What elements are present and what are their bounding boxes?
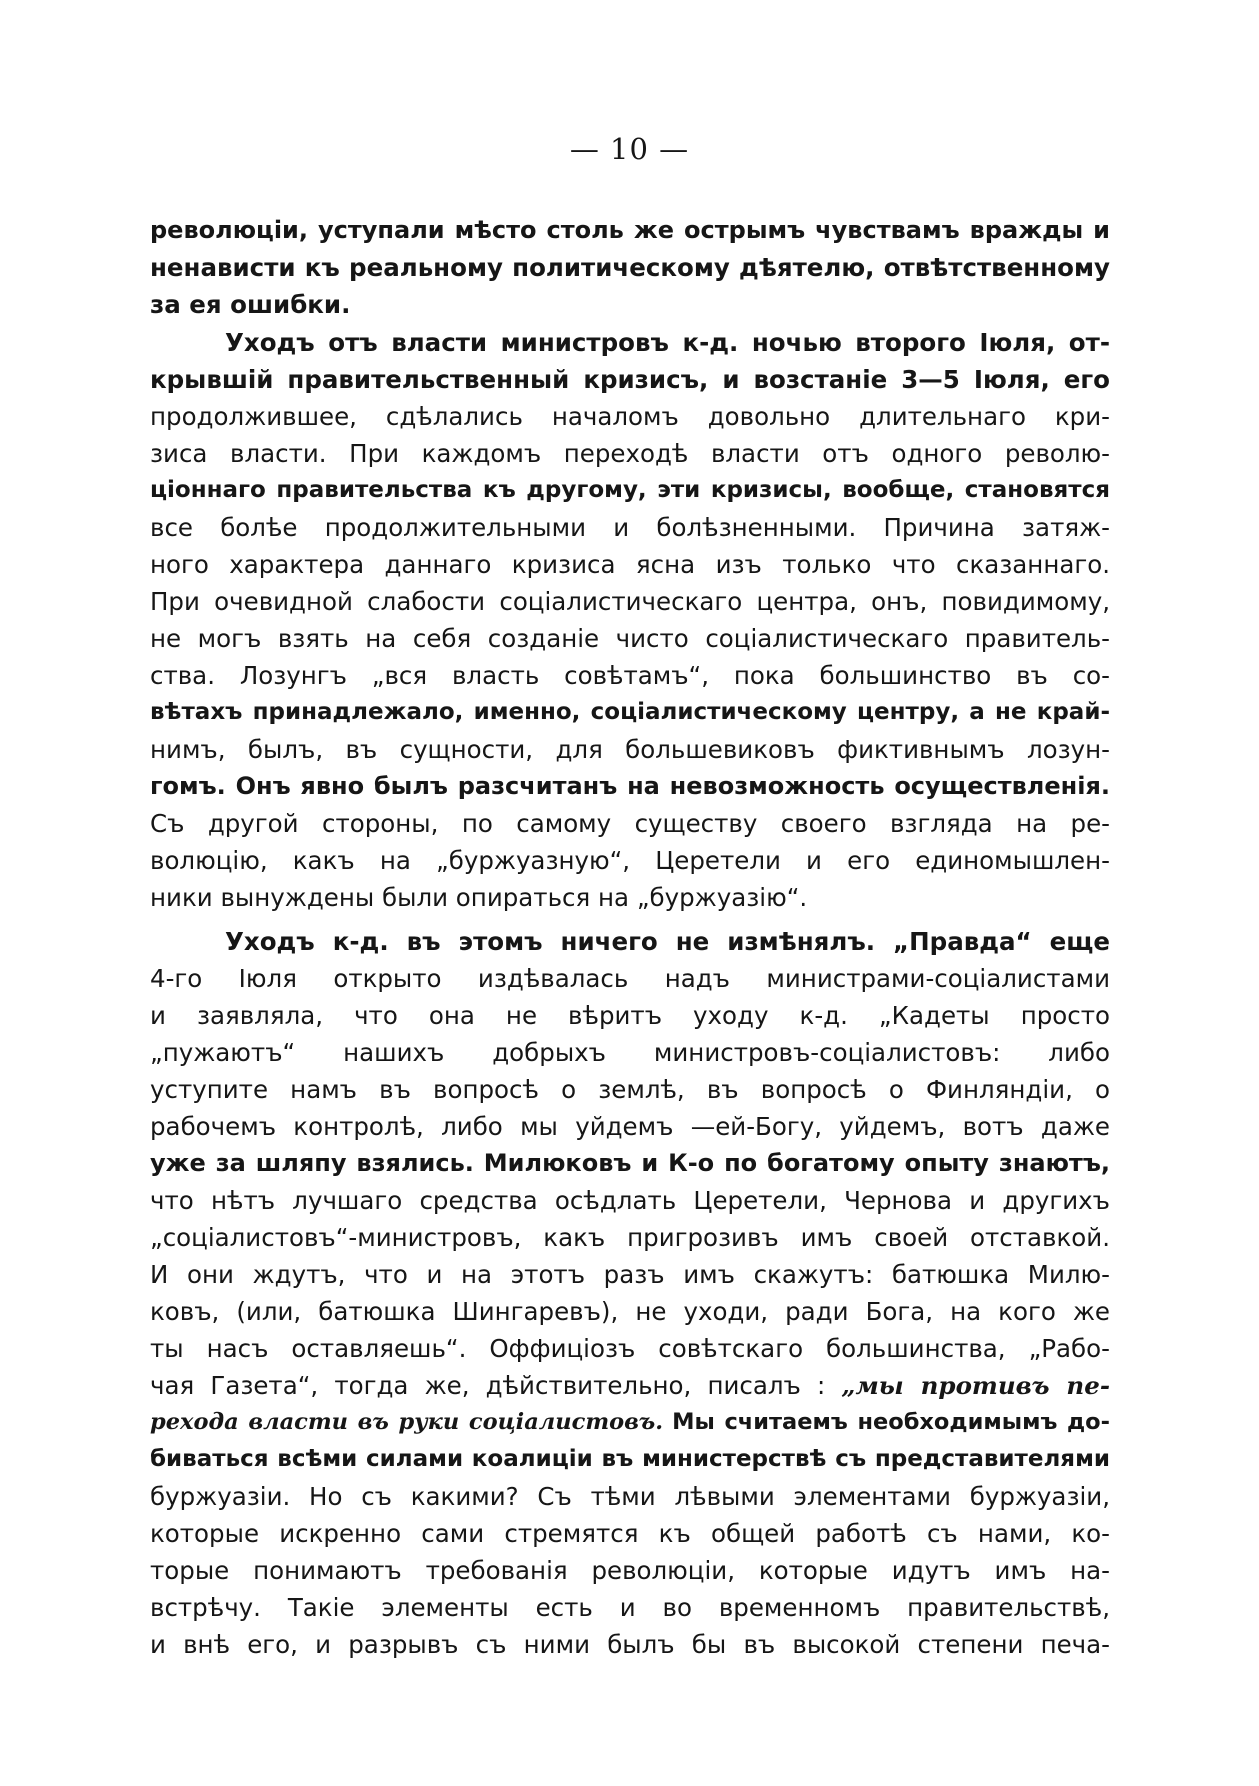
text-line: уступите намъ въ вопросѣ о землѣ, въ вопросѣ о Финляндіи, о xyxy=(150,1075,1110,1104)
text-line: ники вынуждены были опираться на „буржуазію“. xyxy=(150,883,808,912)
text-line: встрѣчу. Такіе элементы есть и во временномъ правительствѣ, xyxy=(150,1593,1110,1622)
text-line: При очевидной слабости соціалистическаго центра, онъ, повидимому, xyxy=(150,587,1110,616)
paragraph-pravda-quote xyxy=(150,923,1110,1663)
text-line: зиса власти. При каждомъ переходѣ власти отъ одного револю- xyxy=(150,439,1110,468)
text-line: Уходъ отъ власти министровъ к-д. ночью второго Іюля, от- xyxy=(225,328,1110,357)
text-line: гомъ. Онъ явно былъ разсчитанъ на невозможность осуществленія. xyxy=(150,772,1110,800)
text-line: уже за шляпу взялись. Милюковъ и К-о по богатому опыту знаютъ, xyxy=(150,1149,1110,1177)
text-line: и внѣ его, и разрывъ съ ними былъ бы въ высокой степени печа- xyxy=(150,1630,1110,1659)
text-line: и заявляла, что она не вѣритъ уходу к-д. „Кадеты просто xyxy=(150,1001,1110,1030)
text-line: Съ другой стороны, по самому существу своего взгляда на ре- xyxy=(150,809,1110,838)
text-line: вѣтахъ принадлежало, именно, соціалистическому центру, а не край- xyxy=(150,699,1110,725)
text-line: Уходъ к-д. въ этомъ ничего не измѣнялъ. „Правда“ еще xyxy=(225,927,1110,956)
text-line-mixed xyxy=(150,1404,1110,1441)
text-line: ковъ, (или, батюшка Шингаревъ), не уходи, ради Бога, на кого же xyxy=(150,1297,1110,1326)
text-line: 4-го Іюля открыто издѣвалась надъ министрами-соціалистами xyxy=(150,964,1110,993)
text-line: торые понимаютъ требованія революціи, которые идутъ имъ на- xyxy=(150,1556,1110,1585)
text-line: которые искренно сами стремятся къ общей работѣ съ нами, ко- xyxy=(150,1519,1110,1548)
text-line: „соціалистовъ“-министровъ, какъ пригрозивъ имъ своей отставкой. xyxy=(150,1223,1110,1252)
text-line: И они ждутъ, что и на этотъ разъ имъ скажутъ: батюшка Милю- xyxy=(150,1260,1110,1289)
text-line-mixed xyxy=(150,1367,1110,1404)
text-line: рабочемъ контролѣ, либо мы уйдемъ —ей-Богу, уйдемъ, вотъ даже xyxy=(150,1112,1110,1141)
paragraph-government-crisis xyxy=(150,324,1110,916)
text-line: ты насъ оставляешь“. Оффиціозъ совѣтскаго большинства, „Рабо- xyxy=(150,1334,1110,1363)
text-line: нимъ, былъ, въ сущности, для большевиковъ фиктивнымъ лозун- xyxy=(150,735,1110,764)
text-line: крывшій правительственный кризисъ, и возстаніе 3—5 Іюля, его xyxy=(150,365,1110,394)
text-line: волюцію, какъ на „буржуазную“, Церетели и его единомышлен- xyxy=(150,846,1110,875)
text-run: чая Газета“, тогда же, дѣйствительно, писалъ : xyxy=(150,1371,826,1400)
text-line: все болѣе продолжительными и болѣзненными. Причина затяж- xyxy=(150,513,1110,542)
text-line: революціи, уступали мѣсто столь же острымъ чувствамъ вражды и xyxy=(150,216,1110,244)
text-line: „пужаютъ“ нашихъ добрыхъ министровъ-соціалистовъ: либо xyxy=(150,1038,1110,1067)
text-line: ства. Лозунгъ „вся власть совѣтамъ“, пока большинство въ со- xyxy=(150,661,1110,690)
text-line: буржуазіи. Но съ какими? Съ тѣми лѣвыми элементами буржуазіи, xyxy=(150,1482,1110,1511)
text-run: Мы считаемъ необходимымъ до- xyxy=(672,1409,1110,1435)
text-line: ненависти къ реальному политическому дѣятелю, отвѣтственному xyxy=(150,253,1110,282)
text-line: за ея ошибки. xyxy=(150,290,351,319)
text-line: ціоннаго правительства къ другому, эти кризисы, вообще, становятся xyxy=(150,477,1110,503)
text-line: не могъ взять на себя созданіе чисто соціалистическаго правитель- xyxy=(150,624,1110,653)
text-line: биваться всѣми силами коалиціи въ министерствѣ съ представителями xyxy=(150,1446,1110,1472)
italic-quote: рехода власти въ руки соціалистовъ. xyxy=(150,1409,664,1435)
paragraph-continuation xyxy=(150,212,1110,323)
text-line: продолжившее, сдѣлались началомъ довольно длительнаго кри- xyxy=(150,402,1110,431)
page-number: — 10 — xyxy=(569,132,690,166)
text-line: ного характера даннаго кризиса ясна изъ только что сказаннаго. xyxy=(150,550,1110,579)
italic-quote: „мы противъ пе- xyxy=(841,1371,1110,1400)
text-line: что нѣтъ лучшаго средства осѣдлать Церетели, Чернова и другихъ xyxy=(150,1186,1110,1215)
